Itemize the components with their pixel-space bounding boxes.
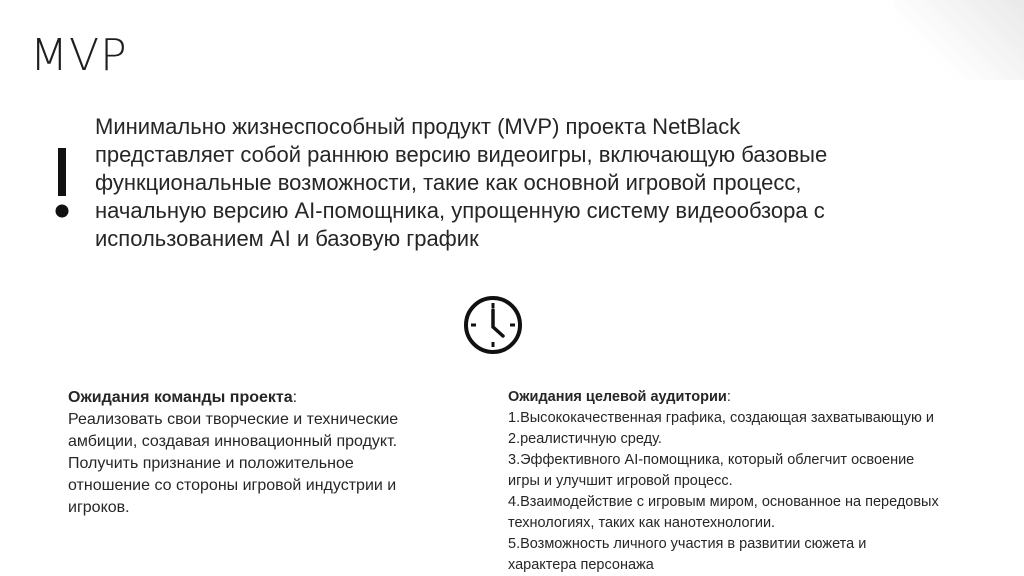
audience-expectations-line: 3.Эффективного AI-помощника, который облегчит освоение bbox=[508, 452, 915, 468]
intro-line: функциональные возможности, такие как основной игровой процесс, bbox=[95, 170, 802, 195]
team-expectations-line: игроков. bbox=[68, 499, 130, 516]
intro-line: Минимально жизнеспособный продукт (MVP) проекта NetBlack bbox=[95, 114, 741, 139]
audience-expectations-line: 2.реалистичную среду. bbox=[508, 431, 662, 447]
audience-expectations-line: характера персонажа bbox=[508, 557, 654, 573]
intro-line: начальную версию AI-помощника, упрощенную систему видеообзора с bbox=[95, 198, 825, 223]
intro-paragraph bbox=[95, 113, 995, 253]
team-expectations-line: Реализовать свои творческие и технические bbox=[68, 411, 399, 428]
audience-expectations-heading: Ожидания целевой аудитории: bbox=[508, 389, 731, 405]
corner-decoration bbox=[894, 0, 1024, 80]
audience-expectations-line: 5.Возможность личного участия в развитии сюжета и bbox=[508, 536, 867, 552]
team-expectations-line: отношение со стороны игровой индустрии и bbox=[68, 477, 397, 494]
audience-expectations-line: игры и улучшит игровой процесс. bbox=[508, 473, 733, 489]
team-expectations bbox=[68, 387, 488, 519]
audience-expectations-line: технологиях, таких как нанотехнологии. bbox=[508, 515, 776, 531]
audience-expectations-line: 4.Взаимодействие с игровым миром, основанное на передовых bbox=[508, 494, 939, 510]
audience-expectations-line: 1.Высококачественная графика, создающая захватывающую и bbox=[508, 410, 935, 426]
exclamation-icon bbox=[49, 148, 75, 220]
audience-expectations bbox=[508, 387, 1018, 576]
slide-title: MVP bbox=[30, 30, 128, 81]
clock-icon bbox=[462, 294, 524, 356]
team-expectations-line: Получить признание и положительное bbox=[68, 455, 354, 472]
team-expectations-line: амбиции, создавая инновационный продукт. bbox=[68, 433, 398, 450]
intro-line: представляет собой раннюю версию видеоигры, включающую базовые bbox=[95, 142, 828, 167]
intro-line: использованием AI и базовую график bbox=[95, 226, 479, 251]
team-expectations-heading: Ожидания команды проекта: bbox=[68, 389, 298, 406]
